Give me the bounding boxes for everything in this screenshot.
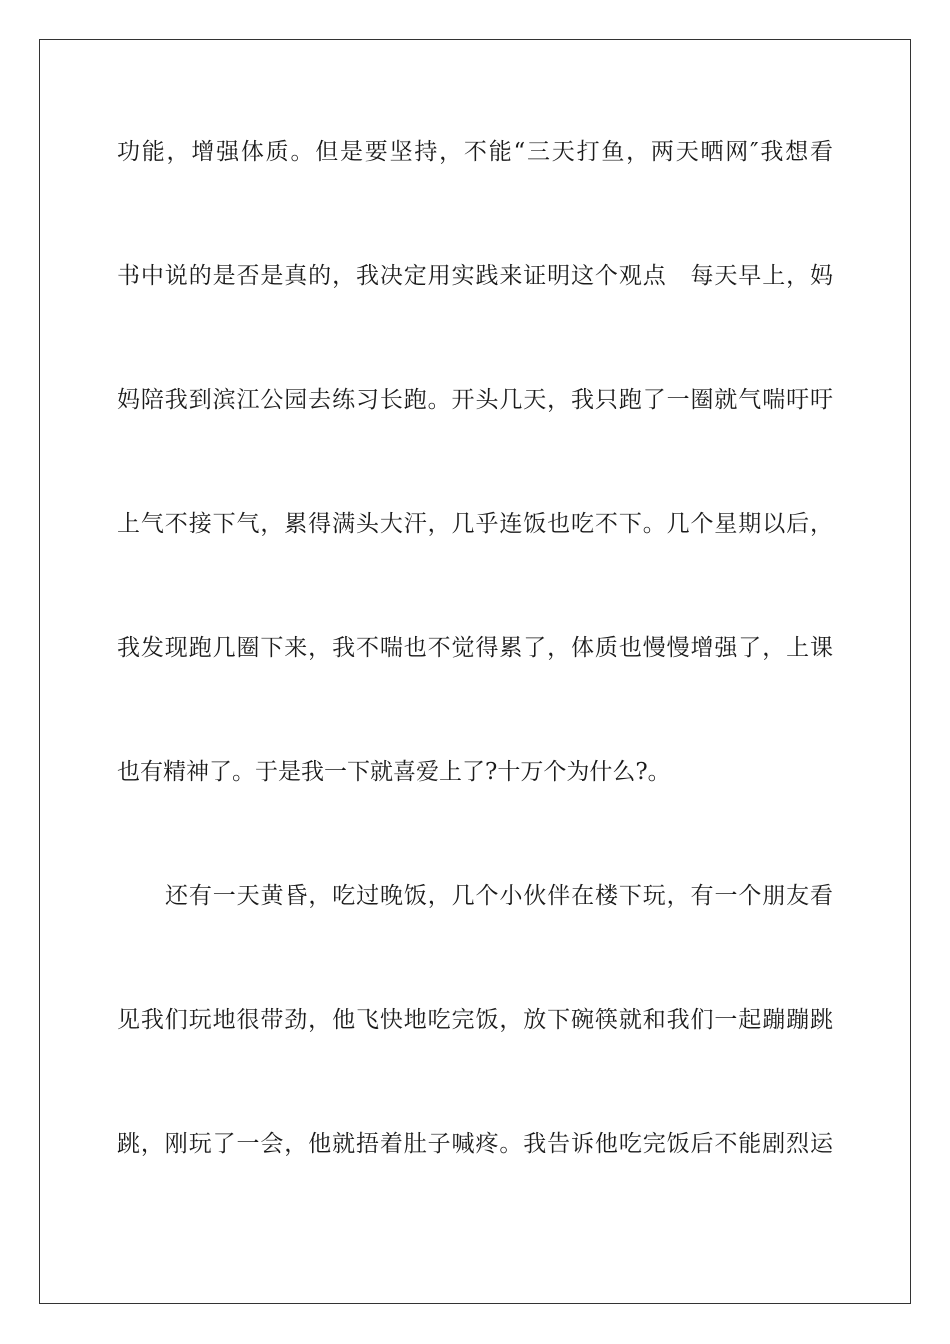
page-border: [39, 39, 911, 1304]
text-line-4: 上气不接下气，累得满头大汗，几乎连饭也吃不下。几个星期以后，: [117, 511, 833, 537]
text-line-2: 书中说的是否是真的，我决定用实践来证明这个观点 每天早上，妈: [117, 263, 833, 289]
text-line-1: 功能，增强体质。但是要坚持，不能“三天打鱼，两天晒网″我想看: [117, 139, 833, 165]
text-line-5: 我发现跑几圈下来，我不喘也不觉得累了，体质也慢慢增强了，上课: [117, 635, 833, 661]
paragraph-2-line-2: 见我们玩地很带劲，他飞快地吃完饭，放下碗筷就和我们一起蹦蹦跳: [117, 1007, 833, 1033]
text-line-6: 也有精神了。于是我一下就喜爱上了?十万个为什么?。: [117, 759, 671, 785]
paragraph-2-line-3: 跳，刚玩了一会，他就捂着肚子喊疼。我告诉他吃完饭后不能剧烈运: [117, 1131, 833, 1157]
paragraph-2-line-1: 还有一天黄昏，吃过晚饭，几个小伙伴在楼下玩，有一个朋友看: [165, 883, 833, 909]
text-line-3: 妈陪我到滨江公园去练习长跑。开头几天，我只跑了一圈就气喘吁吁: [117, 387, 833, 413]
